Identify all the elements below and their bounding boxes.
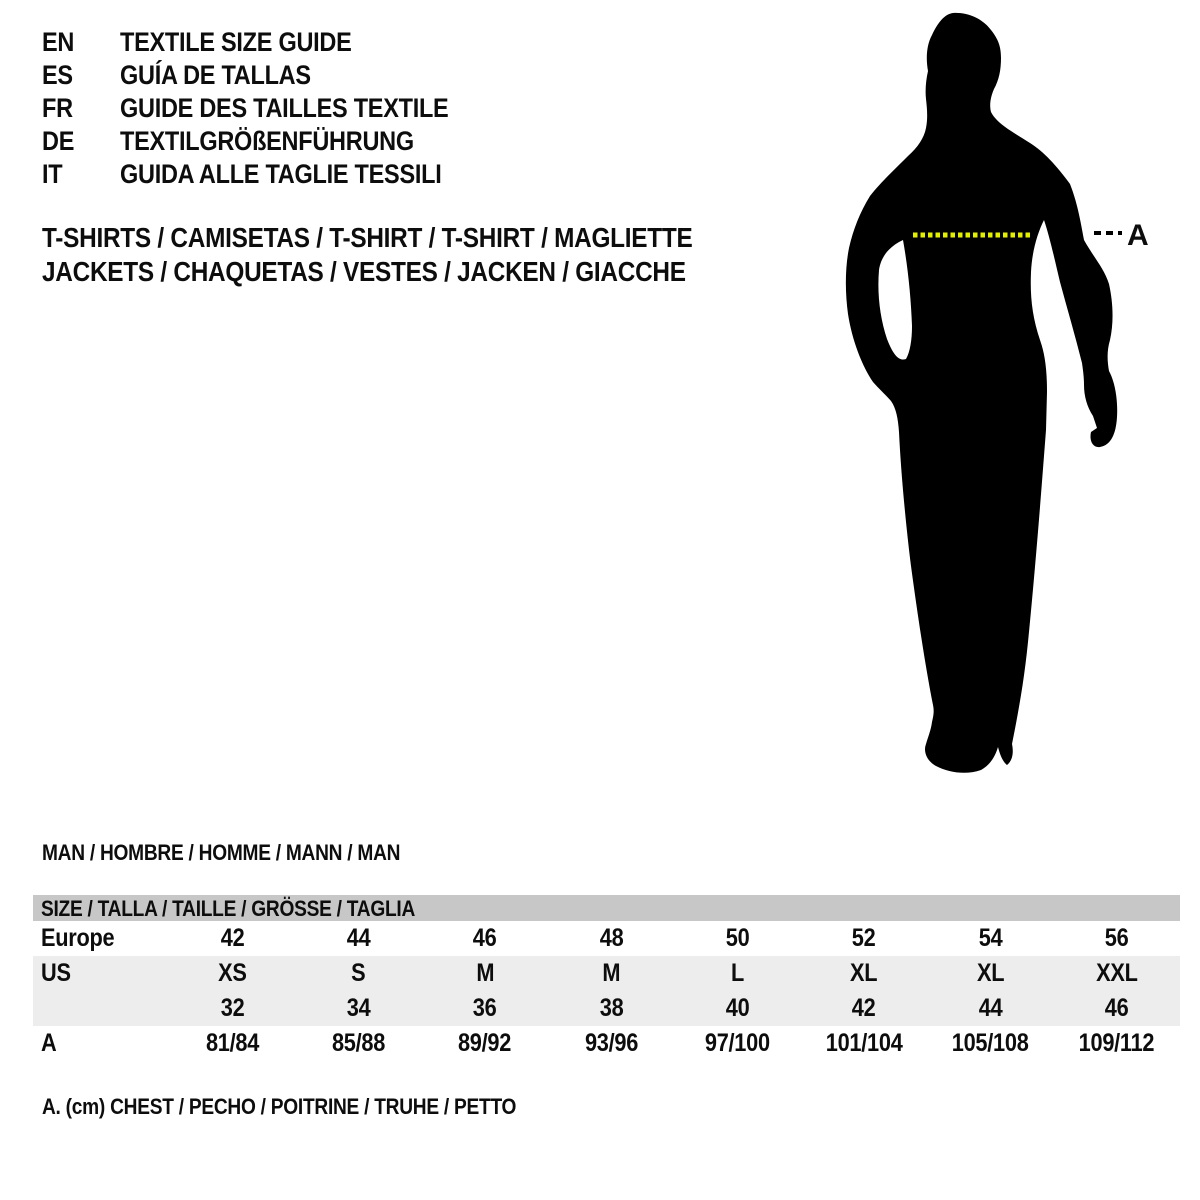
language-label: GUIDA ALLE TAGLIE TESSILI [120,159,442,189]
language-code: ES [42,60,73,90]
man-silhouette [846,13,1117,773]
size-cell: 32 [220,994,245,1022]
size-cell: S [351,959,366,987]
measure-label-a: A [1127,219,1149,252]
table-row-us [33,956,1180,991]
table-row-europe [33,921,1180,956]
size-cell: 44 [978,994,1003,1022]
size-table [33,895,1180,1061]
language-label: GUIDE DES TAILLES TEXTILE [120,93,449,123]
category-line-jackets: JACKETS / CHAQUETAS / VESTES / JACKEN / GIACCHE [42,256,686,287]
size-cell: 81/84 [205,1029,259,1057]
size-cell: M [602,959,621,987]
man-silhouette-figure [820,0,1200,800]
size-cell: 46 [473,924,497,952]
size-table-header: SIZE / TALLA / TAILLE / GRÖSSE / TAGLIA [33,895,1180,921]
size-cell: M [476,959,494,987]
size-cell: 101/104 [825,1029,903,1057]
size-cell: 105/108 [952,1029,1029,1057]
table-row-chest-cm [33,1026,1180,1061]
row-label: Europe [41,924,115,952]
language-code: EN [42,27,75,57]
size-cell: 52 [852,924,876,952]
language-list [42,26,498,191]
size-cell: 50 [725,924,750,952]
size-cell: 34 [346,994,371,1022]
size-cell: 44 [346,924,371,952]
language-code: FR [42,93,73,123]
language-label: GUÍA DE TALLAS [120,60,311,90]
size-cell: 48 [599,924,624,952]
language-row [42,59,498,92]
size-cell: 93/96 [584,1029,638,1057]
size-cell: 42 [852,994,876,1022]
size-cell: 46 [1104,994,1129,1022]
size-cell: XXL [1096,959,1138,987]
language-code: IT [42,159,63,189]
size-cell: XL [976,959,1005,987]
size-cell: 56 [1104,924,1129,952]
size-cell: 54 [978,924,1003,952]
size-cell: L [731,959,745,987]
size-cell: XS [217,959,247,987]
category-line-tshirts: T-SHIRTS / CAMISETAS / T-SHIRT / T-SHIRT / MAGLIETTE [42,222,693,253]
size-cell: 85/88 [332,1029,386,1057]
category-heading [42,221,790,289]
language-label: TEXTILE SIZE GUIDE [120,27,352,57]
table-row-us-numeric [33,991,1180,1026]
language-row [42,158,498,191]
row-label: US [41,959,71,987]
size-cell: 40 [725,994,750,1022]
language-row [42,125,498,158]
gender-heading: MAN / HOMBRE / HOMME / MANN / MAN [42,840,401,865]
row-label: A [41,1029,57,1057]
size-cell: 38 [599,994,624,1022]
language-row [42,26,498,59]
size-cell: 36 [473,994,497,1022]
measurement-footnote: A. (cm) CHEST / PECHO / POITRINE / TRUHE / PETTO [42,1094,517,1119]
size-cell: 89/92 [458,1029,512,1057]
size-cell: 97/100 [705,1029,771,1057]
size-cell: 42 [220,924,245,952]
size-cell: XL [850,959,878,987]
language-code: DE [42,126,75,156]
size-cell: 109/112 [1079,1029,1155,1057]
language-row [42,92,498,125]
language-label: TEXTILGRÖßENFÜHRUNG [120,126,414,156]
